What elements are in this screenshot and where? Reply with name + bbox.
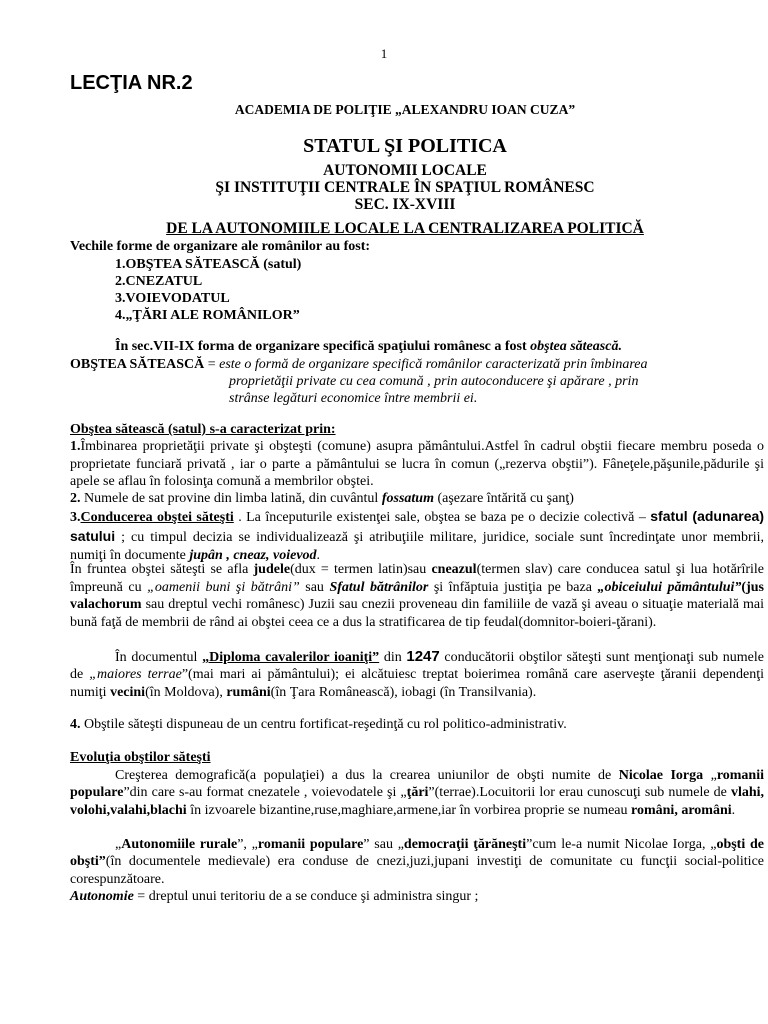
evolution-paragraph-1: Creşterea demografică(a populaţiei) a dus la crearea uniunilor de obşti numite de Nicolae Iorga „romanii populare”din care s-au format cnezatele , voievodatele şi „ţări”(terrae).Locuitorii lor erau cunoscuţi sub numele de vlahi, volohi,valahi,blachi în izvoarele bizantine,ruse,maghiare,armene,iar în vorbirea proprie se numeau români, aromâni. <box>70 768 765 818</box>
lesson-title: LECŢIA NR.2 <box>70 72 193 94</box>
subtitle-autonomii: AUTONOMII LOCALE <box>323 162 487 179</box>
characteristic-1: 1.Îmbinarea proprietăţii private şi obşteşti (comune) asupra pământului.Astfel în cadrul obştii fiecare membru poseda o proprietate funciară privată , iar o parte a pământului se lucra în comun („rezerva obştii”). Fâneţele,păşunile,pădurile şi apele se aflau în folosinţa comună a membrilor obştei. <box>70 439 764 490</box>
characteristic-4: 4. Obştile săteşti dispuneau de un centru fortificat-reşedinţă cu rol politico-administrativ. <box>70 717 567 732</box>
form-item-2: 2.CNEZATUL <box>115 274 203 289</box>
autonomy-definition: Autonomie = dreptul unui teritoriu de a se conduce şi administra singur ; <box>70 889 479 904</box>
evolution-heading: Evoluţia obştilor săteşti <box>70 750 211 765</box>
leadership-heading: Conducerea obştei săteşti <box>80 510 234 525</box>
intro-line: Vechile forme de organizare ale românilor au fost: <box>70 239 371 254</box>
subtitle-institutii: ŞI INSTITUŢII CENTRALE ÎN SPAŢIUL ROMÂNESC <box>215 179 595 196</box>
subtitle-secole: SEC. IX-XVIII <box>354 196 456 213</box>
form-item-1: 1.OBŞTEA SĂTEASCĂ (satul) <box>115 257 302 272</box>
definition-term: OBŞTEA SĂTEASCĂ <box>70 357 205 372</box>
organization-sentence: În sec.VII-IX forma de organizare specifică spaţiului românesc a fost obştea sătească. <box>115 339 622 354</box>
definition-line-2: proprietăţii private cu cea comună , prin autoconducere şi apărare , prin <box>229 374 639 389</box>
subtitle-centralizare: DE LA AUTONOMIILE LOCALE LA CENTRALIZAREA POLITICĂ <box>166 220 644 237</box>
characteristic-2: 2. Numele de sat provine din limba latină, din cuvântul fossatum (aşezare întărită cu şanţ) <box>70 491 574 506</box>
form-item-3: 3.VOIEVODATUL <box>115 291 230 306</box>
form-item-4: 4.„ŢĂRI ALE ROMÂNILOR” <box>115 308 300 323</box>
leadership-paragraph: În fruntea obştei săteşti se afla judele(dux = termen latin)sau cneazul(termen slav) care conducea satul şi lua hotărîrile împreună cu „oamenii buni şi bătrâni” sau Sfatul bătrânilor şi înfăptuia justiţia pe baza „obiceiului pământului”(jus valachorum sau dreptul vechi românesc) Juzii sau cnezii proveneau din familiile de vază şi aveau o situaţie materială mai bună faţă de membrii de rând ai obştei ceea ce a dus la stratificarea de tip feudal(domnitor-boieri-ţărani). <box>70 562 764 631</box>
organization-term: obştea sătească. <box>530 339 622 354</box>
diploma-paragraph: În documentul „Diploma cavalerilor ioaniţi” din 1247 conducătorii obştilor săteşti sunt menţionaţi sub numele de „maiores terrae”(mai mari ai pământului); ei alcătuiesc treptat boierimea română care aserveşte ţăranii dependenţi numiţi vecini(în Moldova), rumâni(în Ţara Românească), iobagi (în Transilvania). <box>70 648 765 700</box>
evolution-paragraph-2: „Autonomiile rurale”, „romanii populare” sau „democraţii ţărăneşti”cum le-a numit Nicolae Iorga, „obşti de obşti”(în documentele medievale) era conduse de cnezi,juzi,jupani investiţi de comunitate cu funcţii social-politice corespunzătoare. <box>70 837 764 887</box>
characteristic-3: 3.Conducerea obştei săteşti . La începuturile existenţei sale, obştea se baza pe o decizie colectivă – sfatul (adunarea) satului ; cu timpul decizia se individualizează şi atribuţiile militare, juridice, sociale sunt încredinţate unor membrii, numiţi în documente jupân , cneaz, voievod. <box>70 508 764 564</box>
definition-line-1: OBŞTEA SĂTEASCĂ = este o formă de organizare specifică românilor caracterizată prin îmbinarea <box>70 357 648 372</box>
page-number: 1 <box>380 46 388 61</box>
characteristics-heading: Obştea sătească (satul) s-a caracterizat prin: <box>70 422 336 437</box>
academy-name: ACADEMIA DE POLIŢIE „ALEXANDRU IOAN CUZA” <box>234 102 576 117</box>
main-title: STATUL ŞI POLITICA <box>303 135 507 157</box>
definition-line-3: strânse legături economice între membrii ei. <box>229 391 478 406</box>
